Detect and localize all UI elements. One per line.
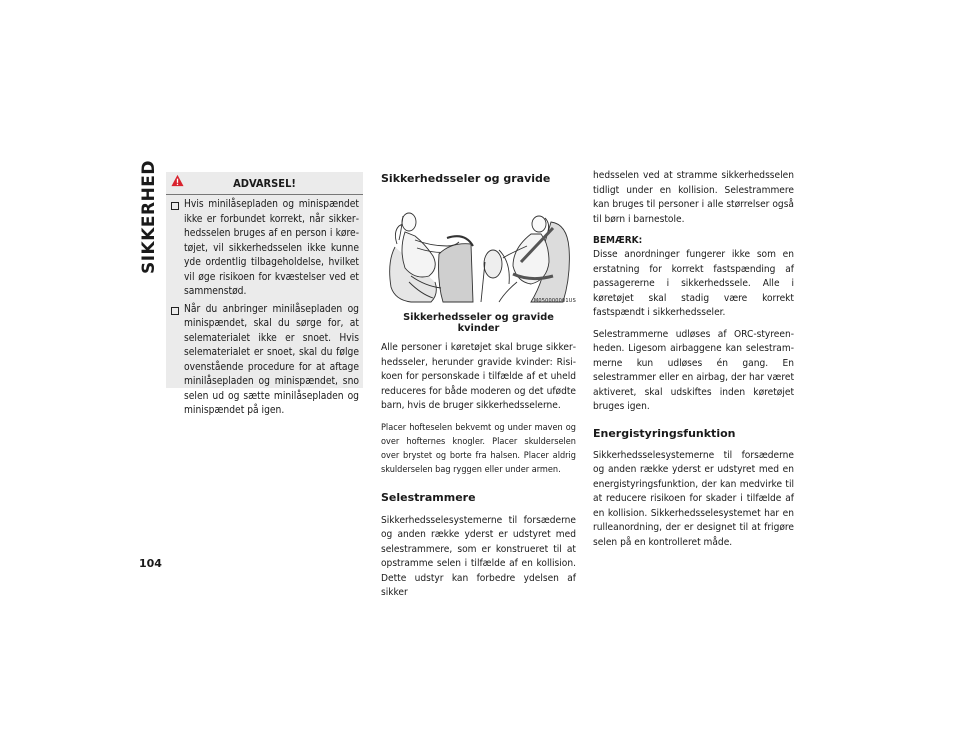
page-number: 104 (139, 557, 162, 570)
figure-caption: Sikkerhedsseler og gravide kvinder (403, 312, 554, 334)
warning-box (166, 172, 363, 416)
section-heading-pretensioners: Selestrammere (381, 490, 476, 504)
column-middle (381, 172, 576, 601)
warning-item (171, 198, 359, 300)
paragraph: Sikkerhedsselesystemerne til forsæderne og anden række yderst er udstyret med en energistyringsfunktion, der kan medvirke til at reducere risikoen for skader i tilfælde af en kollision. Sikkerhedsselesystemet har en rulleanordning, der er designet til at frigøre selen på en kontrolleret måde. (593, 449, 794, 548)
paragraph: Alle personer i køretøjet skal bruge sikkerhedsseler, herunder gravide kvinder: Risikoen for personskade i tilfælde af et uheld reduceres for både moderen og det ufødte barn, hvis de bruger sikkerhedsselerne. (381, 342, 576, 411)
column-right (593, 172, 794, 550)
paragraph: Sikkerhedsselesystemerne til forsæderne og anden række yderst er udstyret med selestrammere, som er konstrueret til at opstramme selen i tilfælde af en kollision. Dette udstyr kan forbedre ydelsen af sikker (381, 514, 576, 598)
section-heading-energy: Energistyringsfunktion (593, 426, 736, 440)
checkbox-bullet-icon (171, 202, 179, 210)
figure-code: M050000001US (533, 298, 576, 304)
warning-item (171, 303, 359, 419)
paragraph: Selestrammerne udløses af ORC-styreenheden. Ligesom airbaggene kan selestrammerne kun udløses én gang. En selestrammer eller en airbag, der har været aktiveret, skal udskiftes inden køretøjet bruges igen. (593, 328, 794, 412)
warning-list (166, 198, 363, 419)
side-tab-label: SIKKERHED (139, 159, 159, 275)
section-heading-pregnant: Sikkerhedsseler og gravide (381, 172, 551, 185)
warning-header (166, 172, 363, 195)
warning-item-text: Hvis minilåsepladen og minispændet ikke er forbundet korrekt, når sikkerhedsselen bruges af en person i køretøjet, vil sikkerhedsselen ikke kunne yde ordentlig tilbageholdelse, hvilket vil øge risikoen for kvæstelser ved et sammenstød. (184, 199, 359, 297)
warning-item-text: Når du anbringer minilåsepladen og minispændet, skal du sørge for, at selematerialet ikke er snoet. Hvis selematerialet er snoet, skal du følge ovenstående procedure for at aftage minilåsepladen og minispændet, sno selen ud og sætte minilåsepladen og minispændet på igen. (184, 303, 359, 416)
note-text: Disse anordninger fungerer ikke som en erstatning for korrekt fastspænding af passagererne i sikkerhedssele. Alle i køretøjet skal stadig være korrekt fastspændt i sikkerhedsseler. (593, 249, 794, 318)
checkbox-bullet-icon (171, 307, 179, 315)
section-side-tab (139, 159, 159, 275)
illustration-drawing (381, 202, 576, 305)
paragraph: hedsselen ved at stramme sikkerhedsselen tidligt under en kollision. Selestrammere kan bruges til personer i alle størrelser også til børn i barnestole. (593, 170, 794, 225)
paragraph-small: Placer hofteselen bekvemt og under maven og over hofternes knogler. Placer skulderselen over brystet og borte fra halsen. Placer aldrig skulderselen bag ryggen eller under armen. (381, 422, 576, 475)
pregnant-seatbelt-illustration (381, 202, 576, 305)
warning-title: ADVARSEL! (233, 177, 296, 190)
note-label: BEMÆRK: (593, 235, 643, 246)
